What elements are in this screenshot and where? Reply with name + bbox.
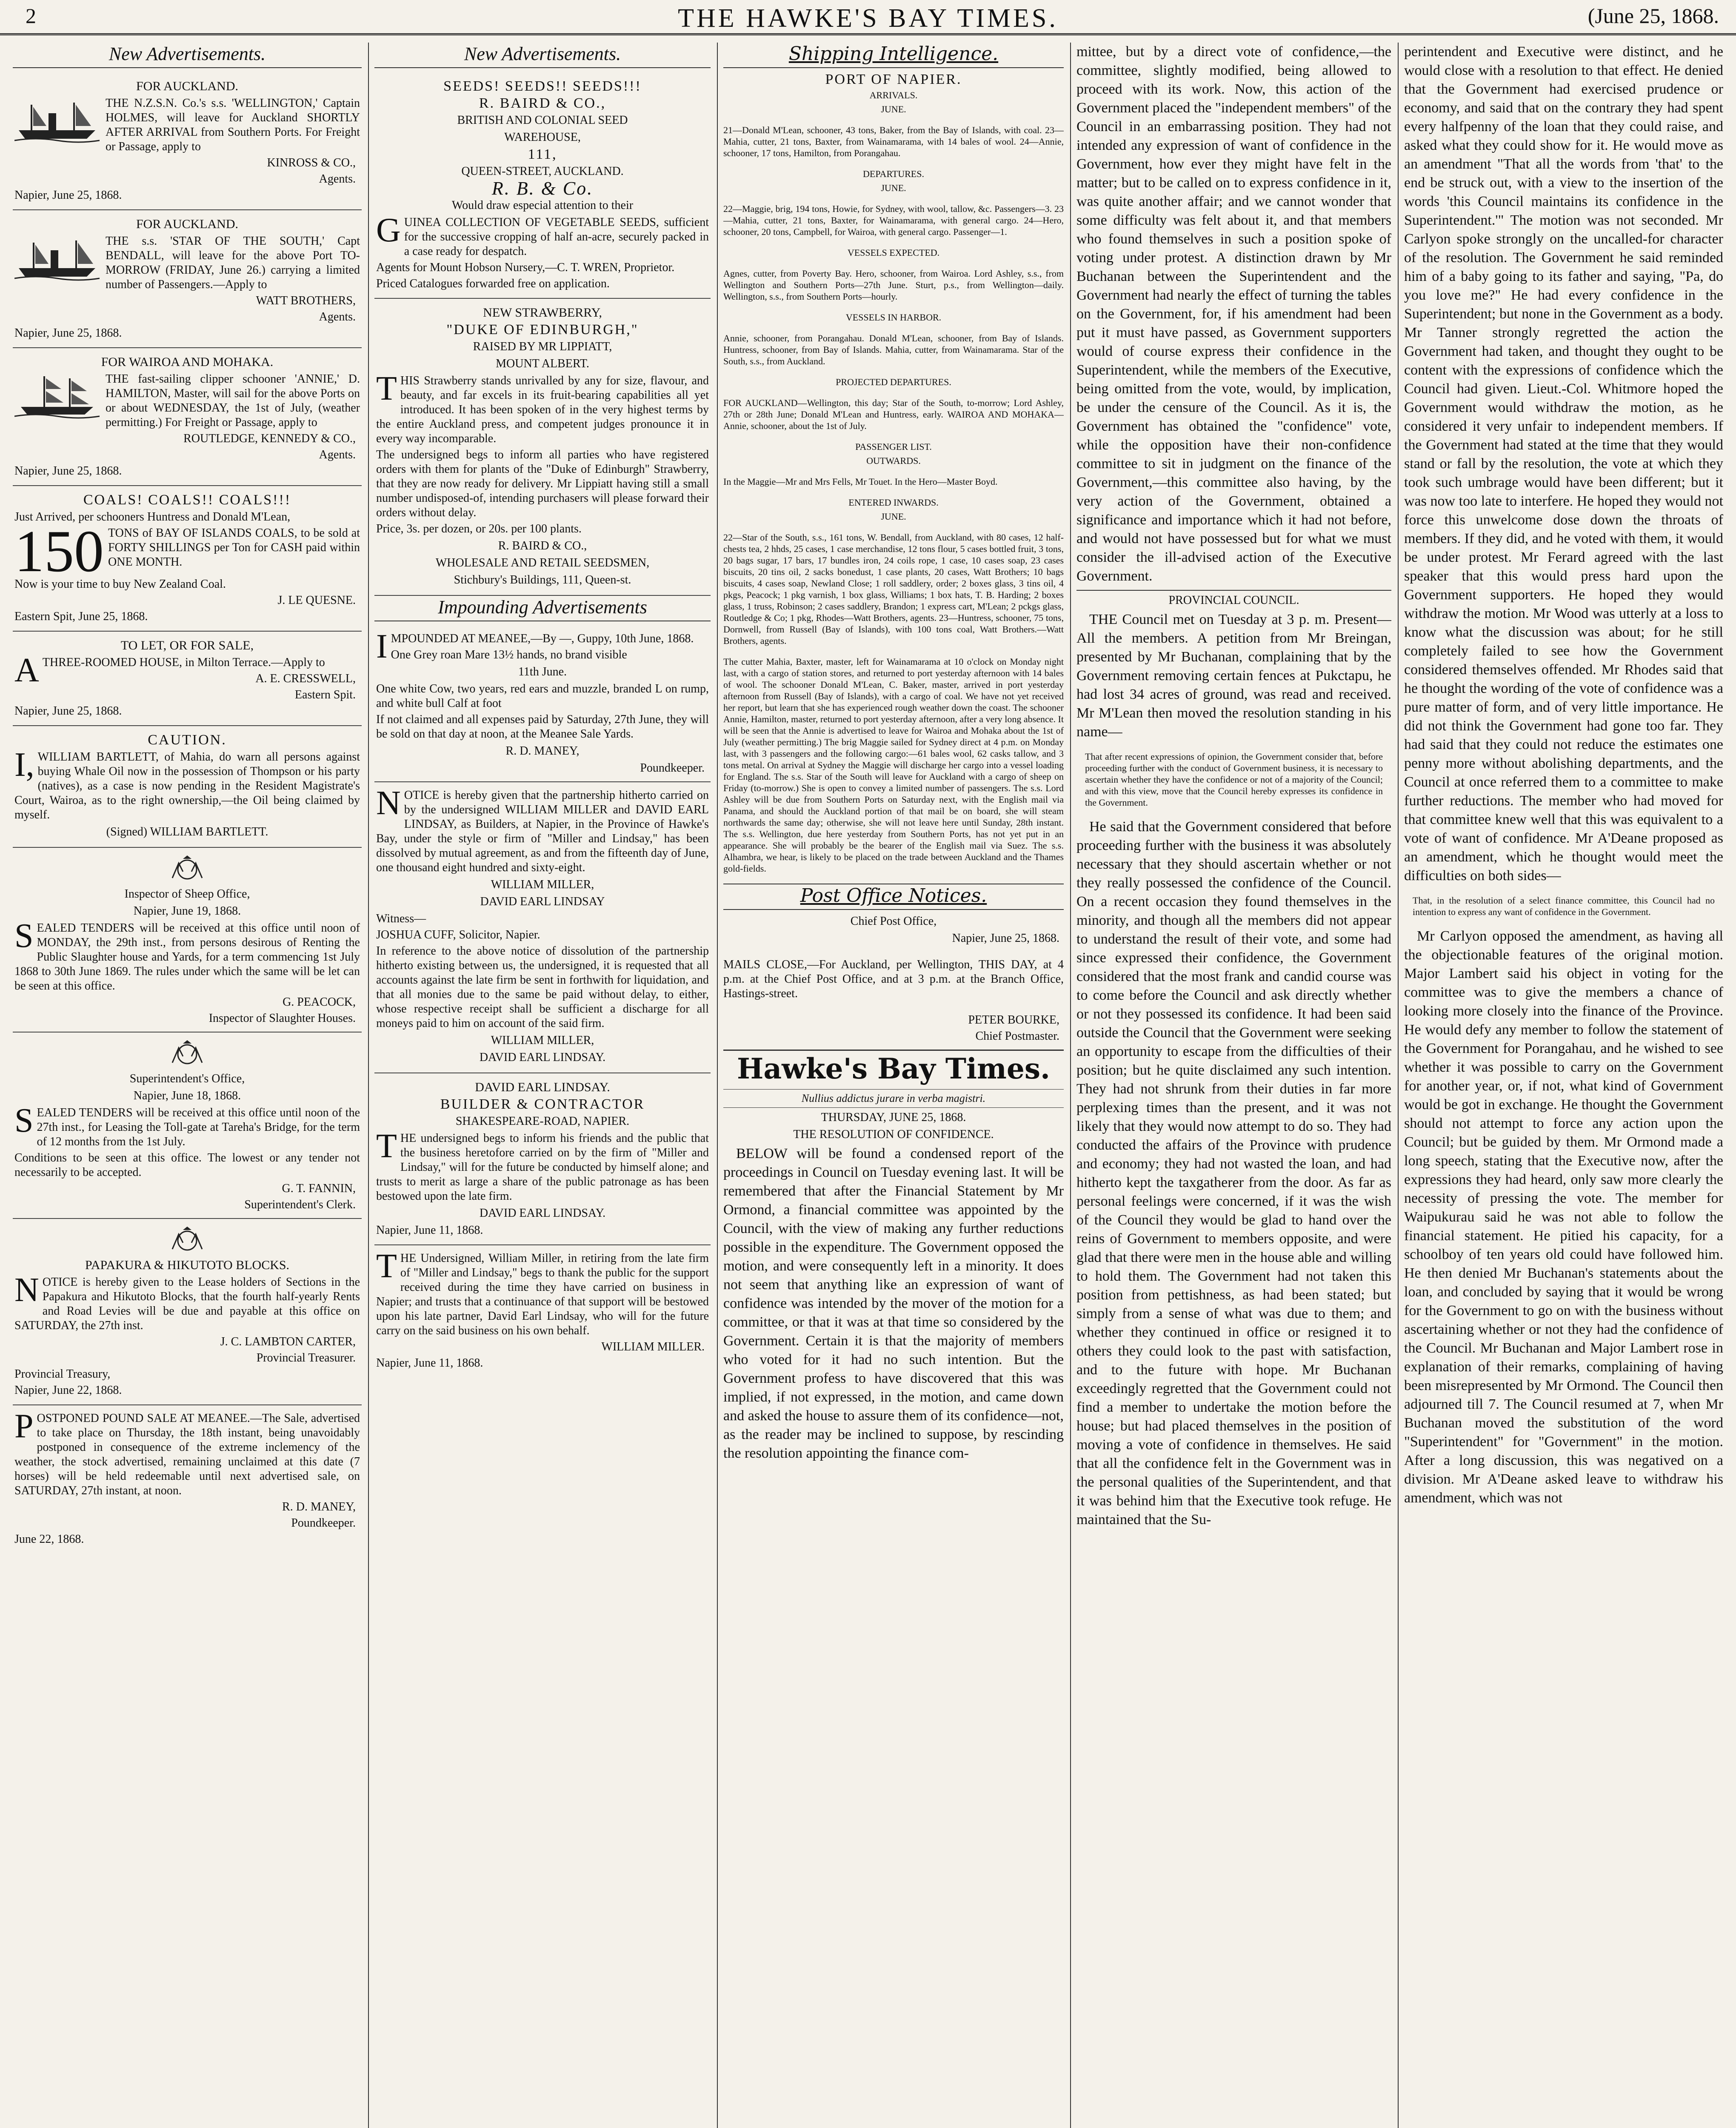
advertisement xyxy=(374,72,711,299)
newspaper-nameplate: Hawke's Bay Times. xyxy=(723,1050,1064,1087)
column-rule xyxy=(1398,43,1399,2128)
issue-date: THURSDAY, JUNE 25, 1868. xyxy=(821,1111,966,1124)
royal-crest-icon xyxy=(164,1039,211,1069)
advertisement xyxy=(13,726,362,848)
ad-signature: DAVID EARL LINDSAY. xyxy=(479,1207,606,1220)
ad-signature: G. T. FANNIN, xyxy=(282,1182,356,1195)
ad-catalogue: Priced Catalogues forwarded free on application. xyxy=(376,277,610,290)
ad-signature: Superintendent's Clerk. xyxy=(244,1198,356,1211)
ad-extra: Conditions to be seen at this office. The lowest or any tender not necessarily to be accepted. xyxy=(14,1151,360,1179)
page-number: 2 xyxy=(26,4,36,28)
ad-signature: A. E. CRESSWELL, xyxy=(255,672,356,685)
ad-signature: Agents. xyxy=(319,448,356,461)
mails-notice: MAILS CLOSE,—For Auckland, per Wellington, THIS DAY, at 4 p.m. at the Chief Post Office, and at 3 p.m. at the Branch Office, Hastings-street. xyxy=(723,958,1064,1000)
ad-product: "DUKE OF EDINBURGH," xyxy=(446,322,639,338)
month-label: JUNE. xyxy=(881,183,906,193)
ad-signature: J. C. LAMBTON CARTER, xyxy=(220,1335,356,1348)
ad-signature: Eastern Spit. xyxy=(294,688,356,701)
sub-heading: OUTWARDS. xyxy=(866,455,921,466)
ad-heading: BUILDER & CONTRACTOR xyxy=(440,1096,645,1112)
ad-signature: J. LE QUESNE. xyxy=(277,594,356,607)
ad-body xyxy=(14,518,360,584)
sailing-ship-icon xyxy=(14,372,100,419)
advertisement xyxy=(374,1073,711,1245)
ad-signature: KINROSS & CO., xyxy=(267,156,356,169)
resolution-quote: That after recent expressions of opinion, the Government consider that, before proceeding further with the conduct of Government business, it is necessary to ascertain whether they have the confidence or not of a majority of the Council; and with this view, move that the Council hereby expresses its confidence in the Government. xyxy=(1085,751,1383,808)
ad-line: QUEEN-STREET, AUCKLAND. xyxy=(461,165,624,178)
ad-date: Napier, June 19, 1868. xyxy=(133,904,241,918)
ad-body: THE fast-sailing clipper schooner 'ANNIE,' D. HAMILTON, Master, will sail for the above Ports on or about WEDNESDAY, the 1st of July, (weather permitting.) For Freight or Passage, apply to xyxy=(106,372,360,429)
advertisement xyxy=(374,782,711,1073)
departures-list: 22—Maggie, brig, 194 tons, Howie, for Sydney, with wool, tallow, &c. Passengers—3. 23—Mahia, cutter, 21 tons, Baxter, for Wainamarama, with general cargo. 24—Hero, schooner, 20 tons, Campbell, for Wairoa, with general cargo. Passenger—1. xyxy=(723,203,1064,237)
ad-body: The undersigned begs to inform all parties who have registered orders with them for plants of the "Duke of Edinburgh" Strawberry, that they are now ready for delivery. Mr Lippiatt having still a small number undisposed-of, intending purchasers will please forward their orders without delay. xyxy=(376,448,709,519)
ad-signature: R. D. MANEY, xyxy=(282,1500,356,1513)
ad-body: If not claimed and all expenses paid by Saturday, 27th June, they will be sold on that day at noon, at the Meanee Sale Yards. xyxy=(376,713,709,741)
ad-heading: TO LET, OR FOR SALE, xyxy=(120,638,254,652)
ad-body: IMPOUNDED AT MEANEE,—By —, Guppy, 10th June, 1868. xyxy=(376,628,694,665)
ad-signature: R. D. MANEY, xyxy=(505,744,580,758)
masthead xyxy=(0,0,1736,35)
ad-date: Napier, June 25, 1868. xyxy=(14,326,122,340)
advertisement xyxy=(13,1033,362,1219)
sub-heading: VESSELS IN HARBOR. xyxy=(845,312,942,323)
ad-line: MOUNT ALBERT. xyxy=(496,357,589,370)
ad-date: Napier, June 11, 1868. xyxy=(376,1224,483,1237)
port-heading: PORT OF NAPIER. xyxy=(825,72,962,87)
ad-line: RAISED BY MR LIPPIATT, xyxy=(473,340,612,353)
ad-signature: WILLIAM MILLER, xyxy=(491,1034,594,1047)
newspaper-title: THE HAWKE'S BAY TIMES. xyxy=(678,4,1058,33)
issue-date: (June 25, 1868. xyxy=(1588,4,1719,28)
ad-witness: Witness— xyxy=(376,912,426,925)
ad-signature: WILLIAM MILLER. xyxy=(601,1340,705,1353)
ad-intro: Just Arrived, per schooners Huntress and Donald M'Lean, xyxy=(14,510,291,523)
column-1 xyxy=(13,43,362,2128)
ad-body: SEALED TENDERS will be received at this office until noon of MONDAY, the 29th inst., from persons desirous of Renting the Public Slaughter house and Yards, for a term commencing 1st July 1868 to 30th June 1869. The rules under which the same will be let can be seen at this office. xyxy=(14,917,360,992)
article-title: PROVINCIAL COUNCIL. xyxy=(1076,590,1391,608)
ad-body: THE s.s. 'STAR OF THE SOUTH,' Capt BENDALL, will leave for the above Port TO-MORROW (FRIDAY, June 26.) carrying a limited number of Passengers.—Apply to xyxy=(106,235,360,291)
ad-signature: Agents. xyxy=(319,310,356,323)
ad-body: NOTICE is hereby given that the partnership hitherto carried on by the undersigned WILLIAM MILLER and DAVID EARL LINDSAY, as Builders, at Napier, in the Province of Hawke's Bay, under the style or firm of "Miller and Lindsay," has been dissolved by mutual agreement, as and from the fifteenth day of June, one thousand eight hundred and sixty-eight. xyxy=(376,784,709,874)
ad-date: Napier, June 22, 1868. xyxy=(14,1384,122,1397)
month-label: JUNE. xyxy=(881,511,906,522)
month-label: JUNE. xyxy=(881,104,906,114)
ad-body-text: TONS of BAY OF ISLANDS COALS, to be sold at FORTY SHILLINGS per Ton for CASH paid within ONE MONTH. xyxy=(108,526,360,569)
ad-body: THE undersigned begs to inform his friends and the public that the business heretofore carried on by the firm of "Miller and Lindsay," will for the future be conducted by himself alone; and trusts to merit as large a share of the public patronage as has been bestowed upon the late firm. xyxy=(376,1127,709,1203)
article-body: Mr Carlyon opposed the amendment, as having all the objectionable features of the original motion. Major Lambert said his object in voting for the committee was to give the members a chance of looking more closely into the finance of the Province. He would defy any member to follow the statement of the Government for Porangahau, and he wished to see whether it was possible to carry on the Government for another year, or, if not, what kind of Government would be got in exchange. He thought the Government should not attempt to force any action upon the Council; but be guided by them. Mr Ormond made a long speech, stating that the Executive now, after the expressions they had heard, only saw more clearly the necessity of pressing the vote. The member for Waipukurau said he was not able to follow the financial statement. He pitied his capacity, for a schoolboy of ten years old could have followed him. He then denied Mr Buchanan's statements about the loan, and concluded by saying that it would be wrong for the Government to go on with the business without ascertaining whether or not they had the confidence of the Council. Mr Buchanan and Major Lambert rose in explanation of their remarks, complaining of having been misrepresented by Mr Ormond. The Council then adjourned till 7. The Council resumed at 7, when Mr Buchanan moved the substitution of the word "Superintendent" for "Government" in the motion. After a long discussion, this was negatived on a division. Mr A'Deane asked leave to withdraw his amendment, which was not xyxy=(1404,928,1723,1506)
passenger-list: In the Maggie—Mr and Mrs Fells, Mr Touet. In the Hero—Master Boyd. xyxy=(723,476,998,487)
advertisement xyxy=(13,348,362,486)
office-name: Inspector of Sheep Office, xyxy=(124,887,250,901)
firm-name: R. BAIRD & CO., xyxy=(479,95,606,111)
ad-body: POSTPONED POUND SALE AT MEANEE.—The Sale, advertised to take place on Thursday, the 18th instant, being unavoidably postponed in consequence of the extreme inclemency of the weather, the stock advertised, remaining unclaimed at this date (7 horses) will be held redeemable until next advertised sale, on SATURDAY, 27th instant, at noon. xyxy=(14,1407,360,1497)
ad-date: 11th June. xyxy=(518,665,567,678)
article-body: BELOW will be found a condensed report of the proceedings in Council on Tuesday evening last. It will be remembered that after the Financial Statement by Mr Ormond, a financial committee was appointed by the Council, with the view of making any further reductions possible in the expenditure. The Government opposed the motion, and were consequently left in a minority. It does not seem that anything like an expression of want of confidence was intended by the mover of the motion for a committee, or that it was at that time so considered by the Government. Certain it is that the majority of members who voted for it had no such intention. But the Government profess to have discovered that this was implied, if not expressed, in the motion, and came down and asked the house to assure them of its confidence—not, as the reader may be inclined to suppose, by rescinding the resolution appointing the finance com- xyxy=(723,1146,1064,1461)
expected-list: Agnes, cutter, from Poverty Bay. Hero, schooner, from Wairoa. Lord Ashley, s.s., from Wellington and Southern Ports—27th June. Sturt, p.s., from Wellington—daily. Wellington, s.s., from Southern Ports—hourly. xyxy=(723,268,1064,302)
motto: Nullius addictus jurare in verba magistri. xyxy=(723,1089,1064,1108)
column-3 xyxy=(723,43,1064,2128)
section-header: Impounding Advertisements xyxy=(374,596,711,621)
article-body: perintendent and Executive were distinct, and he would close with a resolution to that effect. He denied that the Government had exercised prudence or economy, and said that on the contrary they had spent every halfpenny of the loan that they could raise, and asked what they could show for it. He would move as an amendment "That all the words from 'that' to the end be struck out, with a view to the insertion of the words 'this Council maintains its confidence in the Superintendent.'" The motion was not seconded. Mr Carlyon spoke strongly on the uncalled-for character of the resolution. The Government he said reminded him of a baby going to its father and saying, "Pa, do you love me?" He had every confidence in the Superintendent; but none in the Government as a body. Mr Tanner strongly regretted the action the Government had taken, and thought they ought to be content with the expressions of confidence which the Council had given. Lieut.-Col. Whitmore hoped the Government would withdraw the motion, as he considered it very unfair to independent members. If the Government had stated at the time that they would stand or fall by the resolution, the vote at which they took such umbrage would have been different; but it was now too late to interfere. He hoped they would not force this unwelcome dose down the throats of members. If they did, and he voted with them, it would be under protest. Mr Ferard agreed with the last speaker that this would press hard upon the Government supporters. He hoped they would withdraw the motion. Mr Wood was utterly at a loss to know what the discussion was about; for he still completely failed to see how the Government considered themselves offended. Mr Rhodes said that he thought the wording of the vote of confidence was a pure matter of form, and of very little importance. He did not think the Government had gone too far. They had said that they could not reduce the estimates one penny more without abolishing departments, and the Council at once referred them to a committee to make further reductions. The member who had moved for that committee knew well that this was equivalent to a vote of want of confidence. Mr A'Deane proposed as an amendment, which he thought would meet the difficulties on both sides— xyxy=(1404,44,1723,884)
ad-heading: FOR AUCKLAND. xyxy=(136,79,239,93)
ad-heading: SEEDS! SEEDS!! SEEDS!!! xyxy=(443,78,642,94)
article-title: THE RESOLUTION OF CONFIDENCE. xyxy=(793,1128,994,1141)
sub-heading: ENTERED INWARDS. xyxy=(848,497,939,508)
ad-date: Napier, June 25, 1868. xyxy=(14,464,122,478)
ad-item: One white Cow, two years, red ears and muzzle, branded L on rump, and white bull Calf at foot xyxy=(376,682,709,710)
ad-price: Price, 3s. per dozen, or 20s. per 100 plants. xyxy=(376,522,582,535)
office-name: Provincial Treasury, xyxy=(14,1367,111,1381)
ad-heading: SHAKESPEARE-ROAD, NAPIER. xyxy=(455,1115,630,1128)
projected-list: FOR AUCKLAND—Wellington, this day; Star of the South, to-morrow; Lord Ashley, 27th or 28th June; Donald M'Lean and Huntress, early. WAIROA AND MOHAKA—Annie, schooner, about the 1st of July. xyxy=(723,398,1064,431)
ad-signature: WILLIAM MILLER, xyxy=(491,878,594,891)
advertisement xyxy=(13,1219,362,1405)
column-rule xyxy=(717,43,718,2128)
ad-body: THE N.Z.S.N. Co.'s s.s. 'WELLINGTON,' Captain HOLMES, will leave for Auckland SHORTLY AFTER ARRIVAL from Southern Ports. For Freight or Passage, apply to xyxy=(106,97,360,153)
ad-signature: Agents. xyxy=(319,172,356,186)
column-rule xyxy=(1070,43,1071,2128)
office-name: Chief Post Office, xyxy=(850,915,937,928)
advertisement xyxy=(13,486,362,632)
ad-line: Would draw especial attention to their xyxy=(451,199,634,212)
ad-date: Napier, June 25, 1868. xyxy=(952,932,1059,945)
sub-heading: ARRIVALS. xyxy=(869,90,918,100)
sub-heading: DEPARTURES. xyxy=(863,169,924,179)
ad-signature: Inspector of Slaughter Houses. xyxy=(208,1012,356,1025)
firm-name: R. BAIRD & CO., xyxy=(498,539,587,552)
ad-heading: FOR WAIROA AND MOHAKA. xyxy=(101,355,274,369)
ad-signature: DAVID EARL LINDSAY. xyxy=(479,1051,606,1064)
column-rule xyxy=(368,43,369,2128)
ad-heading: NEW STRAWBERRY, xyxy=(483,306,602,320)
ad-date: Napier, June 18, 1868. xyxy=(133,1089,241,1102)
ad-signature: (Signed) WILLIAM BARTLETT. xyxy=(106,825,268,838)
ad-date: Napier, June 25, 1868. xyxy=(14,704,122,718)
ad-body: GUINEA COLLECTION OF VEGETABLE SEEDS, sufficient for the successive cropping of half an-acre, securely packed in a case ready for despatch. xyxy=(376,212,709,258)
article-body: mittee, but by a direct vote of confidence,—the committee, slightly modified, being allowed to proceed with its work. Now, this action of the Government placed the "independent members" of the Council in an embarrassing position. They had not intended any expression of want of confidence in the Government, how ever they might have felt in the matter; but to be called on to express confidence in it, was quite another affair; and we cannot wonder that some difficulty was felt about it, and that members who found themselves in such a position spoke of voting under protest. A distinction drawn by Mr Buchanan between the Superintendent and the Government had nearly the effect of turning the tables on the Government, for, if his amendment had been put it must have passed, as Government supporters would of course express their confidence in the Superintendent, while the members of the Executive, being omitted from the vote, would, by implication, be under the censure of the Council. As it is, the Government has obtained the "confidence" vote, while the opposition have their non-confidence committee to sit in judgment on the finance of the Government,—this committee also having, by the very action of the Government, obtained a significance and importance which it had not before, and would not have possessed but for what we must consider the ill-advised action of the Executive Government. xyxy=(1076,44,1391,584)
ad-body: ATHREE-ROOMED HOUSE, in Milton Terrace.—Apply to xyxy=(14,652,325,689)
ad-body: SEALED TENDERS will be received at this office until noon of the 27th inst., for Leasing the Toll-gate at Tareha's Bridge, for the term of 12 months from the 1st July. xyxy=(14,1102,360,1148)
ad-line: 111, xyxy=(528,146,557,162)
article-body: He said that the Government considered that before proceeding further with the business it was absolutely necessary that they should ascertain whether or not they really possessed the confidence of the Council. On a recent occasion they found themselves in the minority, and though all the members did not appear to understand the result of their vote, and some had since expressed their confidence, the Government considered that the most frank and candid course was to come before the Council and ask directly whether or not they possessed its confidence. It had been said outside the Council that the Government were seeking an opportunity to escape from the difficulties of their position; but he quite disclaimed any such intention. They had not shrunk from their duties in far more perplexing times than the present, and it was not likely that they would now attempt to do so. They had conducted the affairs of the Province with prudence and economy; they had not wasted the loan, and had hitherto kept the taxgatherer from the door. As far as personal feelings were concerned, if it was the wish of the Council they would be glad to hand over the reins of Government to members opposite, and were glad that there were men in the house able and willing to hold them. The Government had not taken this position from pettishness, as had been stated; but simply from a sense of what was due to them; and whether they continued in office or resigned it to others they could look to the past with satisfaction, and to the future with hope. Mr Buchanan exceedingly regretted that the Government could not find a member to undertake the motion before the house; but had placed themselves in the position of moving a vote of confidence in themselves. He said that all the confidence felt in the Government was in the personal qualities of the Superintendent, and that it was behind him that the Executive took refuge. He maintained that the Su- xyxy=(1076,819,1391,1527)
column-4 xyxy=(1076,43,1391,2128)
royal-crest-icon xyxy=(164,855,211,884)
ad-body: THIS Strawberry stands unrivalled by any for size, flavour, and beauty, and far excels in its fruit-bearing capabilities all yet introduced. It has been spoken of in the very highest terms by the entire Auckland press, and competent judges pronounce it in every way incomparable. xyxy=(376,370,709,445)
ad-body: In reference to the above notice of dissolution of the partnership hitherto existing between us, the undersigned, it is requested that all accounts against the late firm be sent in forthwith for liquidation, and that all monies due to the same be paid without delay, to either, whose respective receipt shall be sufficient a discharge for all moneys paid to him on account of the said firm. xyxy=(376,944,709,1030)
ad-heading: DAVID EARL LINDSAY. xyxy=(475,1080,610,1094)
ad-date: June 22, 1868. xyxy=(14,1533,84,1546)
article-body: THE Council met on Tuesday at 3 p. m. Present—All the members. A petition from Mr Breingan, presented by Mr Buchanan, complaining that by the Government removing certain fences at Pukctapu, he had lost 34 acres of ground, was read and received. Mr M'Lean then moved the resolution standing in his name— xyxy=(1076,612,1391,740)
column-2 xyxy=(374,43,711,2128)
column-5 xyxy=(1404,43,1723,2128)
ad-agents: Agents for Mount Hobson Nursery,—C. T. WREN, Proprietor. xyxy=(376,261,675,274)
ad-item: One Grey roan Mare 13½ hands, no brand visible xyxy=(391,648,627,661)
advertisement xyxy=(13,1405,362,1553)
firm-name: WHOLESALE AND RETAIL SEEDSMEN, xyxy=(435,556,650,569)
section-header: Post Office Notices. xyxy=(723,884,1064,910)
ad-signature: WATT BROTHERS, xyxy=(256,294,356,307)
ad-date: Eastern Spit, June 25, 1868. xyxy=(14,610,148,623)
amendment-quote: That, in the resolution of a select finance committee, this Council had no intention to express any want of confidence in the Government. xyxy=(1413,895,1715,917)
steamship-icon xyxy=(14,96,100,143)
advertisement xyxy=(13,210,362,348)
ad-heading: COALS! COALS!! COALS!!! xyxy=(83,492,291,508)
ad-signature: Provincial Treasurer. xyxy=(256,1351,356,1364)
ad-body: NOTICE is hereby given to the Lease holders of Sections in the Papakura and Hikutoto Blocks, that the fourth half-yearly Rents and Road Levies will be due and payable at this office on SATURDAY, the 27th inst. xyxy=(14,1271,360,1332)
advertisement xyxy=(374,299,711,596)
ad-signature: G. PEACOCK, xyxy=(283,995,356,1009)
shipping-news: The cutter Mahia, Baxter, master, left for Wainamarama at 10 o'clock on Monday night last, with a cargo of station stores, and returned to port yesterday afternoon with 14 bales of wool. The schooner Donald M'Lean, C. Baker, master, arrived in port yesterday afternoon from Russell (Bay of Islands), with a cargo of coal. We have not yet received her report, but learn that she has experienced rough weather down the coast. The schooner Annie, Hamilton, master, returned to port yesterday afternoon, after a very long absence. It will be seen that the Annie is advertised to leave for Wairoa and Mohaka about the 1st of July (weather permitting.) The brig Maggie sailed for Sydney direct at 4 p.m. on Monday last, with 3 passengers and the following cargo:—61 bales wool, 62 casks tallow, and 3 tons metal. On arrival at Sydney the Maggie will discharge her cargo into a vessel loading for England. The s.s. Star of the South will leave for Auckland with a cargo of sheep on Friday (to-morrow.) She is open to convey a limited number of passengers. The s.s. Lord Ashley will be due from Southern Ports on Saturday next, with the English mail via Panama, and should the Auckland portion of that mail be on board, she will steam northwards the same day; otherwise, she will not leave here until Sunday, 28th instant. The s.s. Wellington, due here yesterday from Southern Ports, has not yet put in an appearance. She will probably be the bearer of the English mail via Suez. The s.s. Alhambra, we hear, is likely to be placed on the trade between Auckland and the Thames gold-fields. xyxy=(723,656,1064,874)
sub-heading: VESSELS EXPECTED. xyxy=(847,247,940,258)
arrivals-list: 21—Donald M'Lean, schooner, 43 tons, Baker, from the Bay of Islands, with coal. 23—Mahia, cutter, 21 tons, Baxter, from Wainamarama, with 14 bales of wool. 24—Annie, schooner, 17 tons, Hamilton, from Porangahau. xyxy=(723,125,1064,158)
ad-extra: Now is your time to buy New Zealand Coal. xyxy=(14,578,226,591)
section-header: New Advertisements. xyxy=(374,43,711,68)
ad-number: 150 xyxy=(14,518,104,584)
sub-heading: PROJECTED DEPARTURES. xyxy=(836,377,951,387)
ad-signature: DAVID EARL LINDSAY xyxy=(480,895,605,908)
ad-heading: CAUTION. xyxy=(148,732,227,748)
ad-signature: Poundkeeper. xyxy=(640,761,705,775)
ad-witness: JOSHUA CUFF, Solicitor, Napier. xyxy=(376,928,540,941)
advertisement xyxy=(13,72,362,210)
sub-heading: PASSENGER LIST. xyxy=(855,441,932,452)
ad-body: I,WILLIAM BARTLETT, of Mahia, do warn all persons against buying Whale Oil now in the possession of Thompson or his party (natives), as a case is now pending in the Resident Magistrate's Court, Wairoa, as to the right ownership,—the Oil being claimed by myself. xyxy=(14,746,360,821)
ad-date: Napier, June 11, 1868. xyxy=(376,1356,483,1370)
advertisement xyxy=(374,1245,711,1377)
ad-line: BRITISH AND COLONIAL SEED xyxy=(457,114,628,127)
advertisement xyxy=(13,848,362,1033)
steamship-icon xyxy=(14,234,100,281)
ad-body: THE Undersigned, William Miller, in retiring from the late firm of "Miller and Lindsay," begs to thank the public for the support received during the time they have carried on business in Napier; and trusts that a continuance of that support will be bestowed upon his late partner, David Earl Lindsay, who will for the future carry on the said business on his own behalf. xyxy=(376,1247,709,1337)
ad-signature: Poundkeeper. xyxy=(291,1516,356,1530)
ad-date: Napier, June 25, 1868. xyxy=(14,189,122,202)
entered-list: 22—Star of the South, s.s., 161 tons, W. Bendall, from Auckland, with 80 cases, 12 half-chests tea, 2 hhds, 25 cases, 1 case merchandise, 12 tons flour, 5 cases bottled fruit, 3 tons, 20 bags sugar, 17 bars, 17 bundles iron, 24 coils rope, 1 case, 10 cases soap, 23 cases biscuits, 20 tins oil, 2 sacks bonedust, 1 case plants, 20 cases, Watt Brothers; 10 bags biscuits, 4 cases soap, Newland Close; 1 roll saddlery, order; 2 boxes glass, 3 tins oil, 4 pkgs, Peacock; 1 pkg varnish, 1 box glass, Williams; 1 box hats, T. B. Harding; 2 boxes glass, 1 truss, Robinson; 2 cases saddlery, Brandon; 1 express cart, M'Lean; 2 pckgs glass, Routledge & Co; 1 pkg, Rhodes—Watt Brothers, agents. 23—Huntress, schooner, 75 tons, Dornwell, from Russell (Bay of Islands), with 100 tons coal, Watt Brothers.—Watt Brothers, agents. xyxy=(723,532,1064,646)
ad-line: WAREHOUSE, xyxy=(504,131,581,144)
advertisement xyxy=(13,632,362,726)
office-name: Superintendent's Office, xyxy=(129,1072,245,1085)
ad-signature: ROUTLEDGE, KENNEDY & CO., xyxy=(183,432,356,445)
advertisement xyxy=(374,626,711,782)
ad-signature: Chief Postmaster. xyxy=(975,1030,1059,1043)
harbor-list: Annie, schooner, from Porangahau. Donald M'Lean, schooner, from Bay of Islands. Huntress, schooner, from Bay of Islands. Mahia, cutter, from Wainamarama. Star of the South, s.s., from Auckland. xyxy=(723,333,1064,366)
ad-signature: PETER BOURKE, xyxy=(968,1013,1059,1027)
section-header: New Advertisements. xyxy=(13,43,362,68)
ad-heading: FOR AUCKLAND. xyxy=(136,217,239,231)
royal-crest-icon xyxy=(164,1226,211,1256)
ad-heading: PAPAKURA & HIKUTOTO BLOCKS. xyxy=(85,1258,290,1272)
section-header: Shipping Intelligence. xyxy=(723,43,1064,68)
firm-address: Stichbury's Buildings, 111, Queen-st. xyxy=(454,573,631,586)
trade-mark: R. B. & Co. xyxy=(491,178,594,199)
